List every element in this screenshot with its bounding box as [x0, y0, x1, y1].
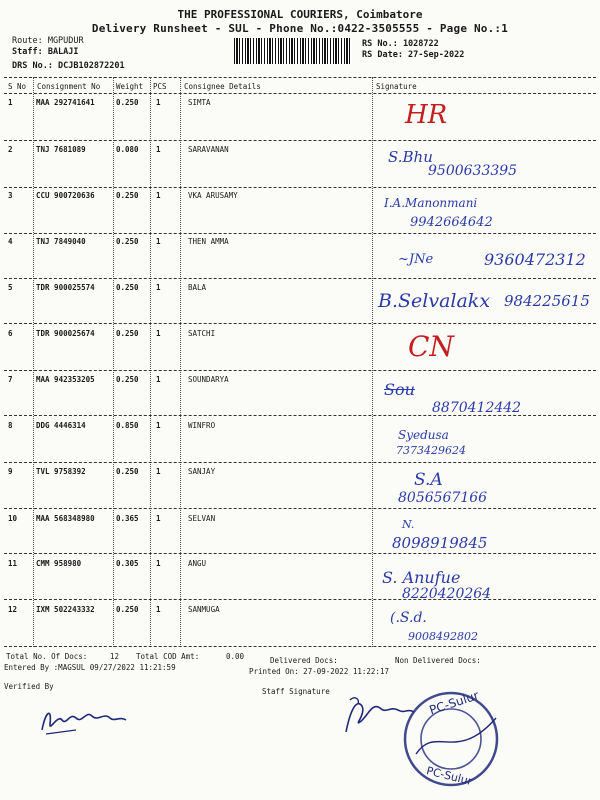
- row-sno: 4: [8, 237, 13, 246]
- row-consignee: SIMTA: [188, 98, 211, 107]
- verifier-signature: [36, 700, 136, 740]
- signature: I.A.Manonmani: [384, 196, 478, 210]
- row-sno: 7: [8, 375, 13, 384]
- row-separator: [4, 370, 596, 371]
- row-sno: 2: [8, 145, 13, 154]
- row-consignment: TNJ 7849040: [36, 237, 86, 246]
- col-pcs: PCS: [153, 82, 167, 91]
- row-sno: 3: [8, 191, 13, 200]
- row-consignee: SARAVANAN: [188, 145, 229, 154]
- row-consignee: SELVAN: [188, 514, 216, 523]
- row-weight: 0.250: [116, 237, 139, 246]
- row-separator: [4, 278, 596, 279]
- signature-phone: 8098919845: [392, 534, 488, 552]
- staff: Staff: BALAJI: [12, 47, 79, 57]
- signature-phone: 9942664642: [410, 215, 493, 230]
- divider: [33, 77, 34, 647]
- row-weight: 0.250: [116, 191, 139, 200]
- row-consignee: WINFRO: [188, 421, 216, 430]
- row-separator: [4, 323, 596, 324]
- stamp-text-bottom: PC-Sulur: [425, 764, 474, 789]
- row-separator: [4, 233, 596, 234]
- signature: N.: [402, 518, 415, 531]
- signature: ~JNe: [398, 252, 434, 267]
- col-sno: S No: [8, 82, 27, 91]
- signature-phone: 7373429624: [396, 444, 466, 457]
- signature-phone: 8056567166: [398, 490, 488, 506]
- total-cod-value: 0.00: [226, 652, 245, 661]
- row-separator: [4, 508, 596, 509]
- row-consignee: SOUNDARYA: [188, 375, 229, 384]
- row-sno: 9: [8, 467, 13, 476]
- row-sno: 5: [8, 283, 13, 292]
- header-rule-bottom: [4, 93, 596, 94]
- divider: [372, 77, 373, 647]
- row-weight: 0.250: [116, 467, 139, 476]
- runsheet-title: Delivery Runsheet - SUL - Phone No.:0422-3505555 - Page No.:1: [91, 22, 509, 35]
- row-consignment: TDR 900025674: [36, 329, 95, 338]
- row-weight: 0.250: [116, 329, 139, 338]
- row-consignee: ANGU: [188, 559, 207, 568]
- verified-by: Verified By: [4, 682, 54, 691]
- signature-phone: 9360472312: [484, 250, 586, 269]
- signature: S. Anufue: [382, 568, 461, 587]
- row-pcs: 1: [156, 237, 161, 246]
- row-weight: 0.250: [116, 98, 139, 107]
- signature: Syedusa: [398, 428, 449, 442]
- row-consignment: TNJ 7681089: [36, 145, 86, 154]
- rs-number: RS No.: 1028722: [362, 39, 439, 49]
- row-separator: [4, 140, 596, 141]
- signature: HR: [405, 100, 448, 130]
- delivered-docs: Delivered Docs:: [270, 656, 338, 665]
- divider: [150, 77, 151, 647]
- row-separator: [4, 415, 596, 416]
- signature: B.Selvalakx: [378, 290, 491, 312]
- signature-phone: 8220420264: [402, 586, 492, 602]
- row-pcs: 1: [156, 191, 161, 200]
- row-weight: 0.365: [116, 514, 139, 523]
- col-signature: Signature: [376, 82, 417, 91]
- company-title: THE PROFESSIONAL COURIERS, Coimbatore: [177, 8, 423, 21]
- signature-phone: 984225615: [504, 292, 590, 310]
- row-sno: 6: [8, 329, 13, 338]
- signature: S.A: [414, 470, 443, 490]
- row-separator: [4, 462, 596, 463]
- row-pcs: 1: [156, 98, 161, 107]
- row-separator: [4, 599, 596, 600]
- row-consignee: THEN AMMA: [188, 237, 229, 246]
- row-pcs: 1: [156, 514, 161, 523]
- signature: (.S.d.: [390, 610, 427, 626]
- row-consignee: SATCHI: [188, 329, 216, 338]
- row-pcs: 1: [156, 283, 161, 292]
- total-cod-label: Total COD Amt:: [136, 652, 200, 661]
- row-pcs: 1: [156, 605, 161, 614]
- signature-phone: 9500633395: [428, 163, 518, 179]
- signature: S.Bhu: [388, 148, 433, 166]
- row-pcs: 1: [156, 145, 161, 154]
- row-consignment: MAA 292741641: [36, 98, 95, 107]
- row-weight: 0.305: [116, 559, 139, 568]
- pc-sulur-stamp-icon: [396, 684, 506, 794]
- row-separator: [4, 553, 596, 554]
- signature-phone: 8870412442: [432, 400, 522, 416]
- signature: Sou: [384, 380, 415, 399]
- col-consignee: Consignee Details: [184, 82, 261, 91]
- route: Route: MGPUDUR: [12, 36, 84, 46]
- row-consignment: TDR 900025574: [36, 283, 95, 292]
- row-pcs: 1: [156, 421, 161, 430]
- row-consignment: CMM 958980: [36, 559, 82, 568]
- row-consignee: BALA: [188, 283, 207, 292]
- row-consignment: DDG 4446314: [36, 421, 86, 430]
- row-weight: 0.250: [116, 375, 139, 384]
- entered-by: Entered By :MAGSUL 09/27/2022 11:21:59: [4, 663, 176, 672]
- rs-date: RS Date: 27-Sep-2022: [362, 50, 465, 60]
- row-consignment: IXM 502243332: [36, 605, 95, 614]
- row-sno: 11: [8, 559, 18, 568]
- row-pcs: 1: [156, 375, 161, 384]
- row-consignment: CCU 900720636: [36, 191, 95, 200]
- row-consignee: VKA ARUSAMY: [188, 191, 238, 200]
- row-separator: [4, 187, 596, 188]
- row-pcs: 1: [156, 559, 161, 568]
- row-weight: 0.250: [116, 283, 139, 292]
- row-weight: 0.850: [116, 421, 139, 430]
- row-weight: 0.080: [116, 145, 139, 154]
- divider: [180, 77, 181, 647]
- row-sno: 8: [8, 421, 13, 430]
- signature: CN: [408, 330, 454, 363]
- signature-phone: 9008492802: [408, 630, 478, 643]
- total-docs-label: Total No. Of Docs:: [6, 652, 88, 661]
- row-consignment: MAA 942353205: [36, 375, 95, 384]
- col-weight: Weight: [116, 82, 144, 91]
- header-rule-top: [4, 77, 596, 78]
- total-docs-value: 12: [110, 652, 120, 661]
- staff-signature-label: Staff Signature: [262, 687, 330, 696]
- row-sno: 10: [8, 514, 18, 523]
- non-delivered-docs: Non Delivered Docs:: [395, 656, 481, 665]
- drs-number: DRS No.: DCJB102872201: [12, 61, 125, 71]
- row-consignment: TVL 9758392: [36, 467, 86, 476]
- col-consignment: Consignment No: [37, 82, 101, 91]
- row-sno: 1: [8, 98, 13, 107]
- divider: [113, 77, 114, 647]
- row-separator: [4, 646, 596, 647]
- row-consignment: MAA 568348980: [36, 514, 95, 523]
- stamp-text-top: PC-Sulur: [427, 688, 481, 718]
- printed-on: Printed On: 27-09-2022 11:22:17: [249, 667, 389, 676]
- row-sno: 12: [8, 605, 18, 614]
- row-pcs: 1: [156, 329, 161, 338]
- row-consignee: SANMUGA: [188, 605, 220, 614]
- row-pcs: 1: [156, 467, 161, 476]
- barcode: [234, 38, 352, 64]
- row-consignee: SANJAY: [188, 467, 216, 476]
- row-weight: 0.250: [116, 605, 139, 614]
